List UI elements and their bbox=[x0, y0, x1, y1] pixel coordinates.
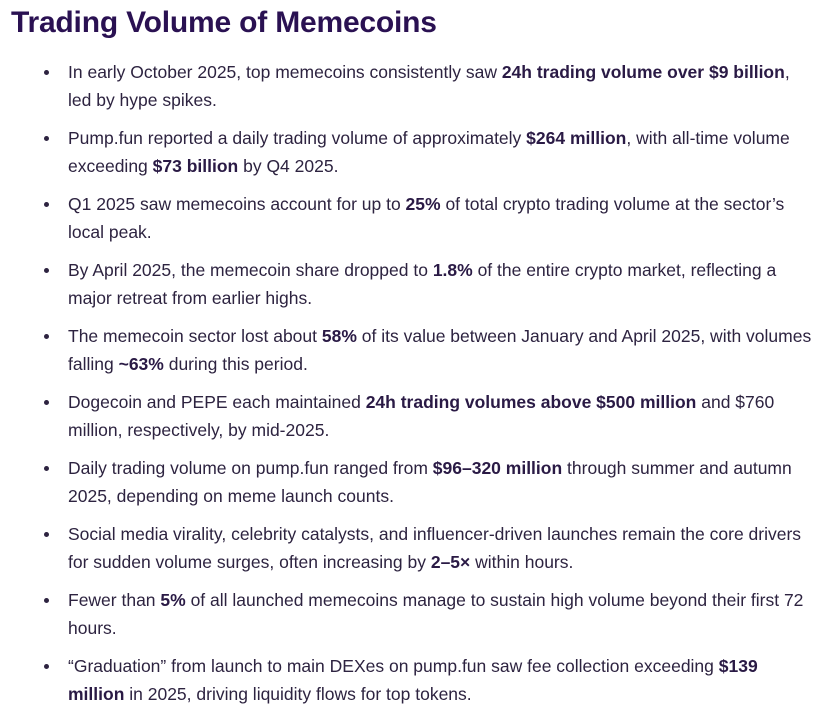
bullet-icon bbox=[44, 334, 49, 339]
item-highlight: $73 billion bbox=[152, 156, 239, 176]
item-text: “Graduation” from launch to main DEXes on pump.fun saw fee collection exceeding bbox=[68, 656, 719, 676]
item-highlight: ~63% bbox=[118, 354, 164, 374]
item-text: during this period. bbox=[163, 354, 308, 374]
bullet-icon bbox=[44, 664, 49, 669]
bullet-icon bbox=[44, 268, 49, 273]
item-text: through summer and autumn 2025, depending on meme launch counts. bbox=[68, 458, 792, 506]
item-highlight: 25% bbox=[405, 194, 441, 214]
item-text: Daily trading volume on pump.fun ranged from bbox=[68, 458, 433, 478]
item-text: by Q4 2025. bbox=[238, 156, 339, 176]
item-text: in 2025, driving liquidity flows for top tokens. bbox=[124, 684, 472, 704]
item-text: and $760 million, respectively, by mid-2025. bbox=[68, 392, 775, 440]
item-text: of the entire crypto market, reflecting a major retreat from earlier highs. bbox=[68, 260, 777, 308]
item-text: Pump.fun reported a daily trading volume of approximately bbox=[68, 128, 527, 148]
page-title: Trading Volume of Memecoins bbox=[11, 6, 437, 39]
list-item bbox=[11, 388, 812, 444]
bullet-icon bbox=[44, 400, 49, 405]
item-text: In early October 2025, top memecoins consistently saw bbox=[68, 62, 502, 82]
bullet-icon bbox=[44, 598, 49, 603]
item-highlight: 58% bbox=[321, 326, 357, 346]
bullet-icon bbox=[44, 202, 49, 207]
item-highlight: $139 million bbox=[68, 656, 758, 704]
bullet-icon bbox=[44, 532, 49, 537]
list-item bbox=[11, 322, 812, 378]
bullet-icon bbox=[44, 136, 49, 141]
item-text: of total crypto trading volume at the sector’s local peak. bbox=[68, 194, 785, 242]
item-highlight: 5% bbox=[160, 590, 186, 610]
item-text: Social media virality, celebrity catalysts, and influencer-driven launches remain the core drivers for sudden volume surges, often increasing by bbox=[68, 524, 802, 572]
list-item bbox=[11, 652, 812, 708]
item-text: within hours. bbox=[470, 552, 574, 572]
bullet-icon bbox=[44, 466, 49, 471]
item-highlight: 24h trading volumes above $500 million bbox=[365, 392, 697, 412]
list-item bbox=[11, 520, 812, 576]
list-item bbox=[11, 586, 812, 642]
item-text: of all launched memecoins manage to sustain high volume beyond their first 72 hours. bbox=[68, 590, 804, 638]
item-highlight: 2–5× bbox=[430, 552, 471, 572]
item-text: of its value between January and April 2025, with volumes falling bbox=[68, 326, 812, 374]
item-highlight: $264 million bbox=[526, 128, 627, 148]
item-text: Q1 2025 saw memecoins account for up to bbox=[68, 194, 406, 214]
list-item bbox=[11, 256, 812, 312]
list-item bbox=[11, 454, 812, 510]
item-text: Dogecoin and PEPE each maintained bbox=[68, 392, 366, 412]
item-text: The memecoin sector lost about bbox=[68, 326, 322, 346]
item-text: , with all-time volume exceeding bbox=[68, 128, 790, 176]
list-item bbox=[11, 124, 812, 180]
item-highlight: 1.8% bbox=[432, 260, 473, 280]
bullet-list bbox=[11, 58, 812, 708]
item-text: , led by hype spikes. bbox=[68, 62, 790, 110]
list-item bbox=[11, 190, 812, 246]
bullet-icon bbox=[44, 70, 49, 75]
item-text: Fewer than bbox=[68, 590, 161, 610]
item-text: By April 2025, the memecoin share dropped to bbox=[68, 260, 433, 280]
item-highlight: 24h trading volume over $9 billion bbox=[501, 62, 785, 82]
list-item bbox=[11, 58, 812, 114]
item-highlight: $96–320 million bbox=[432, 458, 563, 478]
